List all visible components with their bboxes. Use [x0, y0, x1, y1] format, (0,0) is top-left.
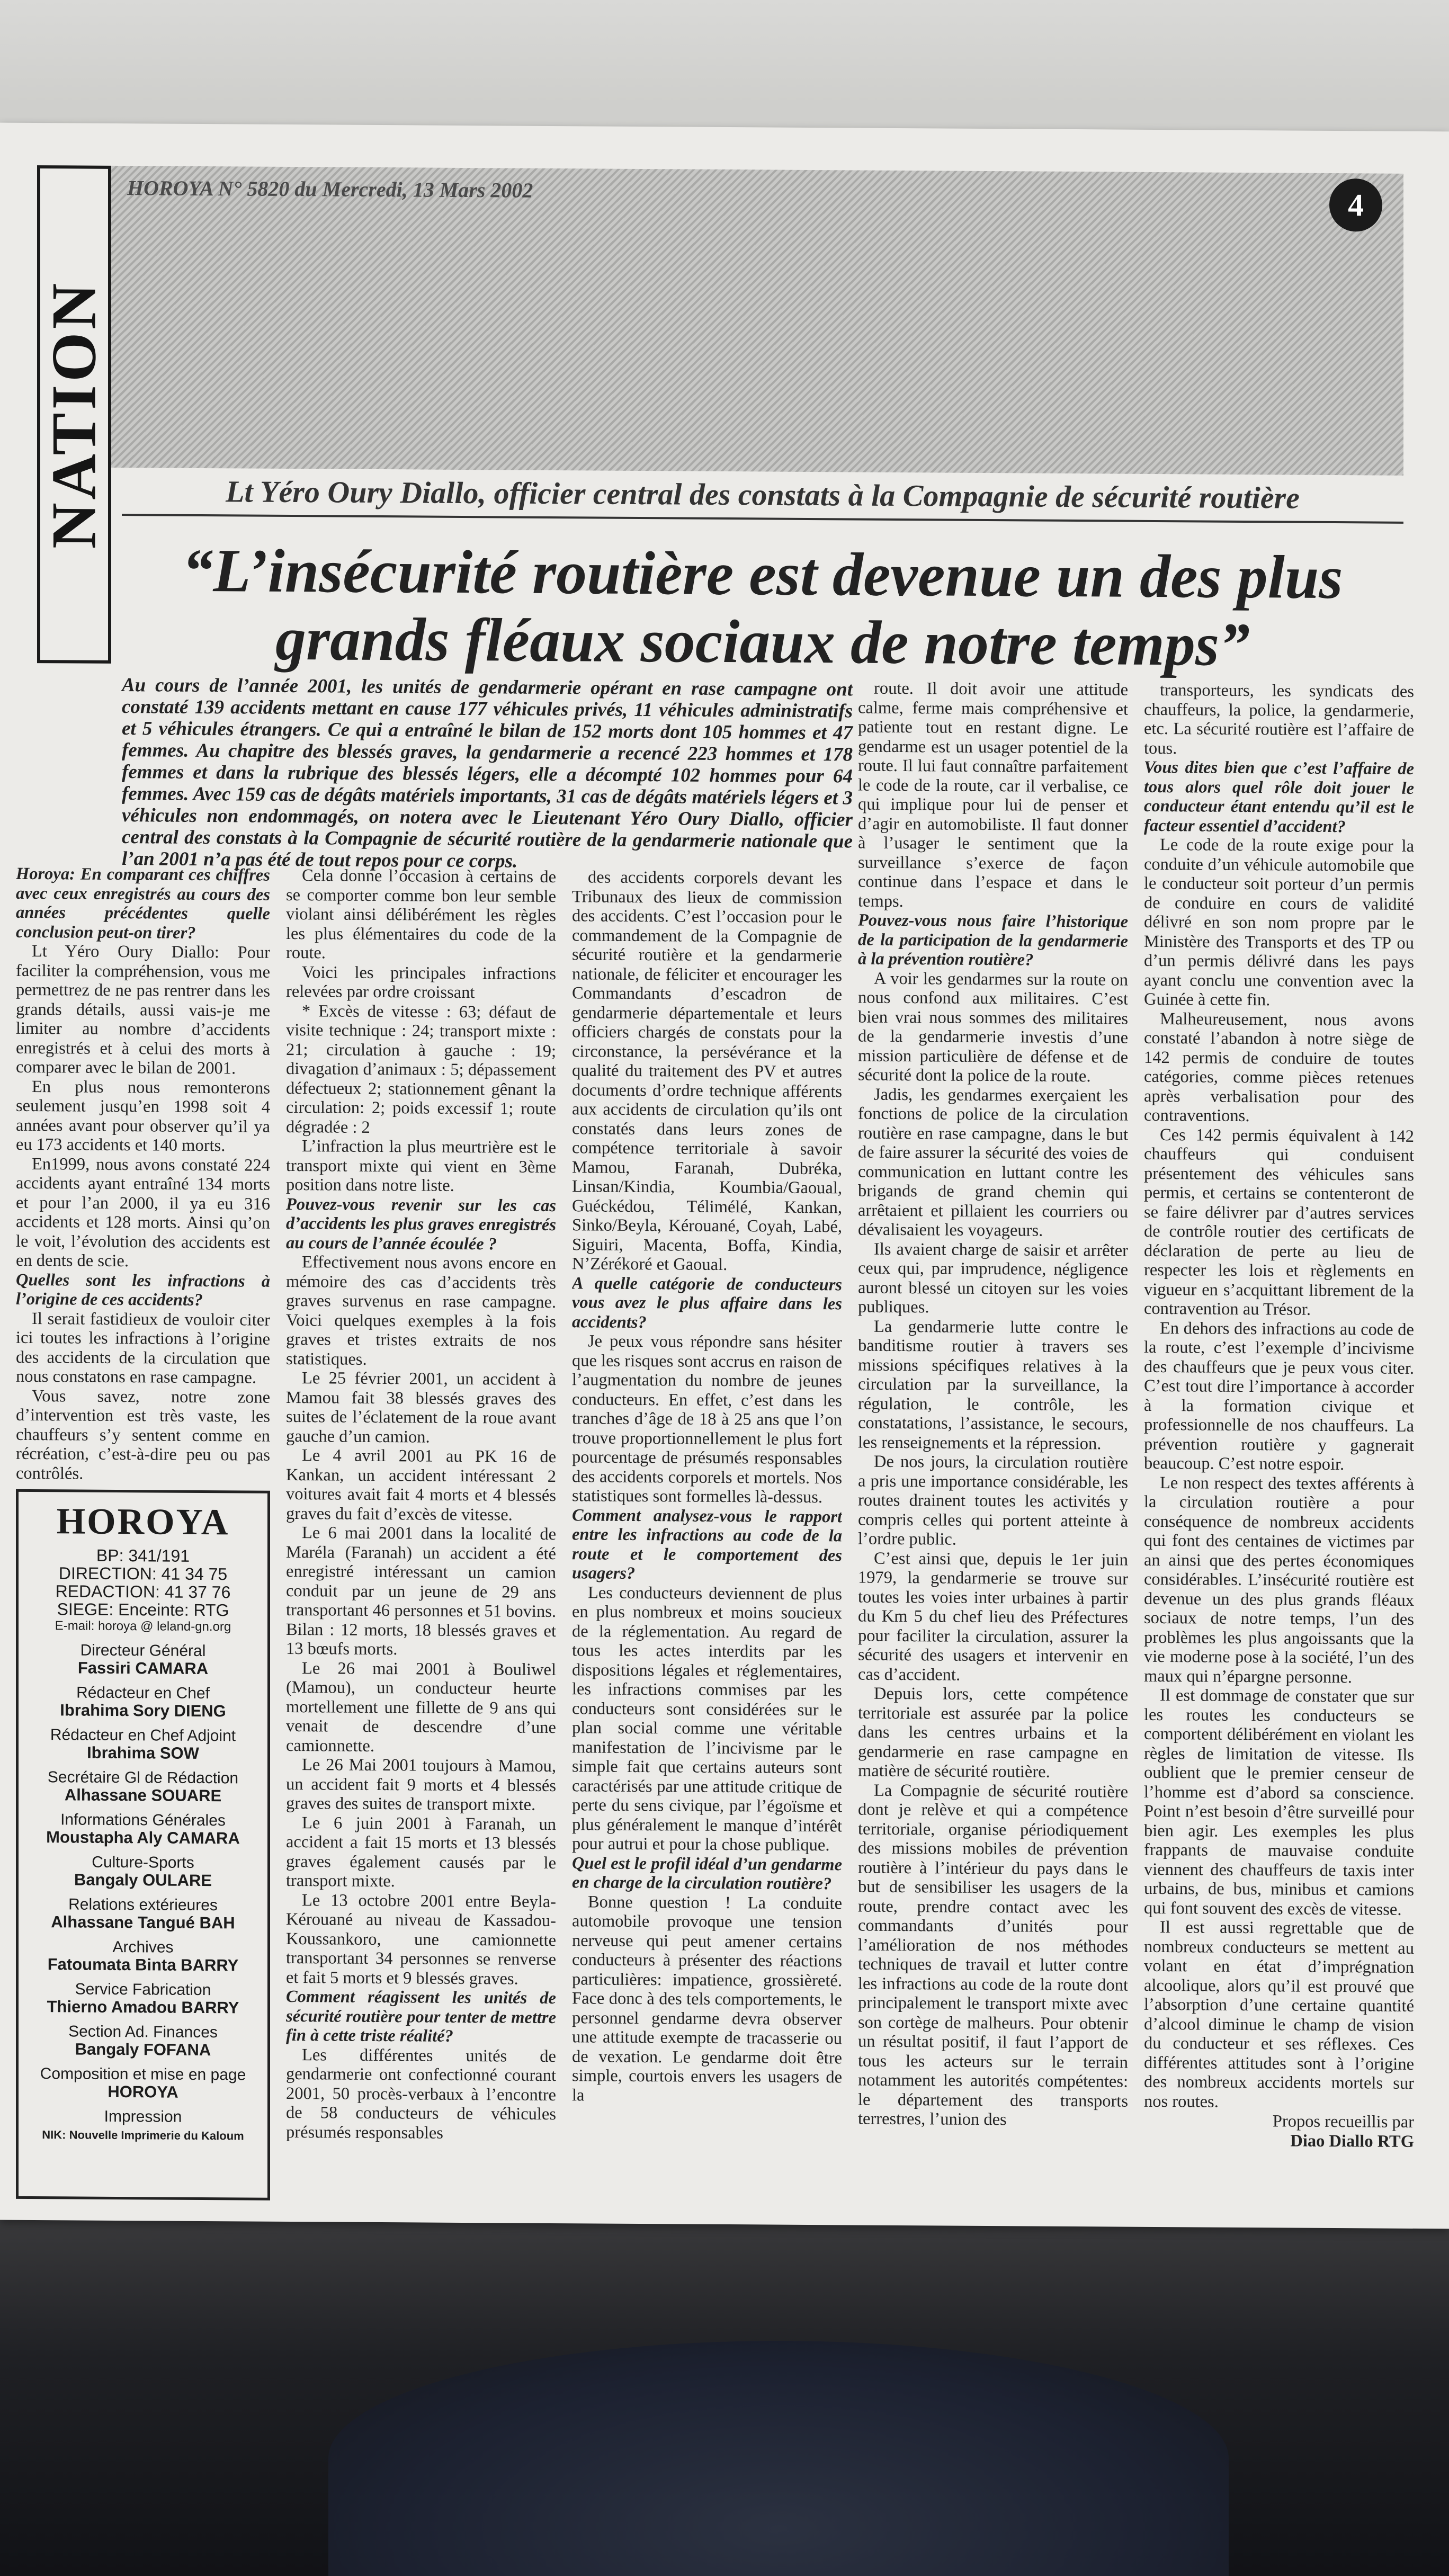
masthead-box-title: HOROYA	[56, 1501, 230, 1543]
answer-paragraph: Ces 142 permis équivalent à 142 chauffeurs qui conduisent présentement des véhicules sans permis, et certains se contenteront de se faire délivrer par d’autres services de contrôle routier des certificats de déclaration de perte au lieu de respecter les lois et règlements en vigueur en s’acquittant librement de la contravention au Trésor.	[1144, 1125, 1414, 1319]
answer-paragraph: Les différentes unités de gendarmerie ont confectionné courant 2001, 50 procès-verbaux à l’encontre de 58 conducteurs de véhicules présumés responsables	[286, 2045, 556, 2143]
question-paragraph: Quelles sont les infractions à l’origine de ces accidents?	[16, 1270, 270, 1310]
answer-paragraph: En plus nous remonterons seulement jusqu’en 1998 soit 4 années avant pour observer qu’il ya eu 173 accidents et 140 morts.	[16, 1077, 270, 1156]
staff-role: Rédacteur en Chef	[76, 1684, 210, 1703]
staff-name: Fassiri CAMARA	[77, 1658, 209, 1678]
staff-entry	[26, 1811, 260, 1847]
printer-line: NIK: Nouvelle Imprimerie du Kaloum	[42, 2128, 244, 2143]
email-line: E-mail: horoya @ leland-gn.org	[55, 1618, 231, 1634]
answer-paragraph: Le 13 octobre 2001 entre Beyla-Kérouané au niveau de Kassadou-Koussankoro, une camionnette transportant 34 personnes se renverse et fait 5 morts et 9 blessés graves.	[286, 1890, 556, 1989]
article-column-1	[16, 864, 270, 1486]
byline	[1144, 2111, 1414, 2151]
answer-paragraph: Depuis lors, cette compétence territoriale est assurée par la police dans les centres urbains et la gendarmerie en rase campagne en matière de sécurité routière.	[858, 1684, 1128, 1782]
answer-paragraph: Les conducteurs deviennent de plus en plus nombreux et moins soucieux de la réglementation. Au regard de tous les actes interdits par les dispositions légales et réglementaires, les infractions commises par les conducteurs sont considérées sur le plan social comme une véritable manifestation de l’incivisme par le simple fait que certains auteurs sont caractérisés par une attitude critique de perte du sens civique, par l’égoïsme et plus généralement le manque d’intérêt pour autrui et pour la chose publique.	[572, 1582, 842, 1855]
staff-role: Culture-Sports	[92, 1853, 194, 1872]
article-column-5	[1144, 681, 1414, 2207]
staff-name: Bangaly OULARE	[74, 1870, 212, 1890]
answer-paragraph: Malheureusement, nous avons constaté l’abandon à notre siège de 142 permis de conduire de toutes catégories, comme pièces retenues après verbalisation pour des contraventions.	[1144, 1009, 1414, 1126]
answer-paragraph: Effectivement nous avons encore en mémoire des cas d’accidents très graves survenus en rase campagne. Voici quelques exemples à la fois graves et tristes extraits de nos statistiques.	[286, 1253, 556, 1369]
staff-role: Informations Générales	[60, 1811, 226, 1830]
section-label: NATION	[39, 280, 109, 549]
answer-paragraph: Voici les principales infractions relevées par ordre croissant	[286, 962, 556, 1003]
staff-role: Section Ad. Finances	[68, 2023, 218, 2042]
answer-paragraph: Il est aussi regrettable que de nombreux conducteurs se mettent au volant en état d’imprégnation alcoolique, alors qu’il est prouvé que l’absorption d’une certaine quantité d’alcool diminue le champ de vision du conducteur et ses réflexes. Ces différentes attitudes sont à l’origine des nombreux accidents mortels sur nos routes.	[1144, 1918, 1414, 2112]
staff-entry	[26, 1853, 260, 1890]
fabric-background	[328, 2341, 1229, 2576]
contact-line-4: SIEGE: Enceinte: RTG	[57, 1599, 229, 1620]
question-paragraph: Pouvez-vous revenir sur les cas d’accidents les plus graves enregistrés au cours de l’année écoulée ?	[286, 1194, 556, 1254]
question-paragraph: A quelle catégorie de conducteurs vous avez le plus affaire dans les accidents?	[572, 1273, 842, 1332]
answer-paragraph: Le 26 mai 2001 à Bouliwel (Mamou), un conducteur heurte mortellement une fillette de 9 ans qui venait de descendre d’une camionnette.	[286, 1658, 556, 1756]
staff-name: Thierno Amadou BARRY	[47, 1997, 239, 2017]
staff-role: Service Fabrication	[75, 1980, 211, 1999]
staff-entry	[26, 1684, 260, 1720]
staff-role: Secrétaire Gl de Rédaction	[47, 1768, 239, 1787]
answer-paragraph: Le 26 Mai 2001 toujours à Mamou, un accident fait 9 morts et 4 blessés graves des suites de transport mixte.	[286, 1755, 556, 1814]
article-column-4	[858, 679, 1128, 2206]
staff-name: Moustapha Aly CAMARA	[46, 1828, 240, 1848]
staff-name: Ibrahima SOW	[87, 1743, 199, 1763]
answer-paragraph: La Compagnie de sécurité routière dont je relève et qui a compétence territoriale, organise périodiquement des missions mobiles de prévention routière à l’intérieur du pays dans le but de sensibiliser les usagers de la route, prendre contact avec les commandants d’unités pour l’amélioration de nos méthodes techniques de travail et lutter contre les infractions au code de la route dont principalement le transport mixte avec son cortège de malheurs. Pour obtenir un résultat positif, il faut l’apport de tous les acteurs sur le terrain notamment les autorités compétentes: le département des transports terrestres, l’union des	[858, 1781, 1128, 2130]
staff-entry	[26, 1641, 260, 1678]
answer-paragraph: Le 4 avril 2001 au PK 16 de Kankan, un accident intéressant 2 voitures avait fait 4 morts et 4 blessés graves du fait d’excès de vitesse.	[286, 1446, 556, 1525]
staff-entry	[26, 2065, 260, 2101]
staff-name: Ibrahima Sory DIENG	[60, 1701, 226, 1721]
staff-role: Rédacteur en Chef Adjoint	[50, 1726, 236, 1745]
answer-paragraph: De nos jours, la circulation routière a pris une importance considérable, les routes drainent toutes les activités y compris celles qui portent atteinte à l’ordre public.	[858, 1452, 1128, 1549]
answer-paragraph: transporteurs, les syndicats des chauffeurs, la police, la gendarmerie, etc. La sécurité routière est l’affaire de tous.	[1144, 681, 1414, 758]
answer-paragraph: Le code de la route exige pour la conduite d’un véhicule automobile que le conducteur soit porteur d’un permis de conduire en cours de validité délivré en son nom propre par le Ministère des Transports et des TP ou d’un permis délivré dans les pays ayant conclu une convention avec la Guinée à cette fin.	[1144, 835, 1414, 1010]
answer-paragraph: Vous savez, notre zone d’intervention est très vaste, les chauffeurs s’y sentent comme en récréation, c’est-à-dire peu ou pas contrôlés.	[16, 1386, 270, 1483]
issue-line: HOROYA N° 5820 du Mercredi, 13 Mars 2002	[127, 176, 533, 202]
staff-role: Composition et mise en page	[40, 2065, 246, 2084]
newspaper-page	[0, 123, 1449, 2229]
answer-paragraph: A voir les gendarmes sur la route on nous confond aux militaires. C’est bien vrai nous sommes des militaires de la gendarmerie investis d’une mission particulière de défense et de sécurité dont la police de la route.	[858, 969, 1128, 1086]
section-label-box	[37, 165, 111, 664]
contact-line-3: REDACTION: 41 37 76	[55, 1581, 231, 1602]
staff-name: Alhassane Tangué BAH	[51, 1912, 235, 1933]
staff-entry	[26, 1895, 260, 1932]
contact-line-2: DIRECTION: 41 34 75	[58, 1563, 228, 1584]
byline-name: Diao Diallo RTG	[1290, 2131, 1414, 2151]
article-column-2	[286, 866, 556, 2202]
answer-paragraph: route. Il doit avoir une attitude calme, ferme mais compréhensive et patiente tout en restant digne. Le gendarme est un usager potentiel de la route. Il lui faut connaître parfaitement le code de la route, car il verbalise, ce qui implique pour lui de penser et d’agir en automobiliste. Il faut donner à l’usager le sentiment que la surveillance s’exerce de façon continue dans l’espace et dans le temps.	[858, 678, 1128, 911]
staff-entry	[26, 1726, 260, 1763]
byline-prefix: Propos recueillis par	[1272, 2112, 1414, 2132]
answer-paragraph: des accidents corporels devant les Tribunaux des lieux de commission des accidents. C’est l’occasion pour le commandement de la Compagnie de sécurité routière et la gendarmerie nationale, de féliciter et encourager les Commandants d’escadron de gendarmerie départementale et leurs officiers chargés de constats pour la circonstance, la persévérance et la qualité du traitement des PV et autres documents d’ordre technique afférents aux accidents de circulation qu’ils ont constatés dans leurs zones de compétence territoriale à savoir Mamou, Faranah, Dubréka, Linsan/Kindia, Koumbia/Gaoual, Guéckédou, Télimélé, Kankan, Sinko/Beyla, Kérouané, Coyah, Labé, Siguiri, Macenta, Boffa, Kindia, N’Zérékoré et Gaoual.	[572, 867, 842, 1275]
staff-entry	[26, 1938, 260, 1974]
answer-paragraph: L’infraction la plus meurtrière est le transport mixte qui vient en 3ème position dans notre liste.	[286, 1137, 556, 1195]
question-paragraph: Pouvez-vous nous faire l’historique de la participation de la gendarmerie à la prévention routière?	[858, 910, 1128, 970]
impression-label: Impression	[104, 2107, 182, 2126]
answer-paragraph: Le 6 juin 2001 à Faranah, un accident a fait 15 morts et 13 blessés graves également causés par le transport mixte.	[286, 1813, 556, 1891]
staff-role: Archives	[112, 1938, 174, 1956]
staff-entry	[26, 2023, 260, 2059]
answer-paragraph: Cela donne l’occasion à certains de se comporter comme bon leur semble violant ainsi délibérément les règles les plus élémentaires du code de la route.	[286, 866, 556, 963]
question-paragraph: Comment analysez-vous le rapport entre les infractions au code de la route et le comportement des usagers?	[572, 1505, 842, 1583]
answer-paragraph: * Excès de vitesse : 63; défaut de visite technique : 24; transport mixte : 21; circulation à gauche : 19; divagation d’animaux : 5; dépassement défectueux 2; stationnement gênant la circulation: 2; poids excessif 1; route dégradée : 2	[286, 1001, 556, 1137]
contact-line-1: BP: 341/191	[96, 1545, 190, 1566]
answer-paragraph: Il serait fastidieux de vouloir citer ici toutes les infractions à l’origine des accidents de la circulation que nous constatons en rase campagne.	[16, 1309, 270, 1388]
answer-paragraph: Je peux vous répondre sans hésiter que les risques sont accrus en raison de l’augmentation du nombre de jeunes conducteurs. En effet, c’est dans les tranches d’âge de 18 à 25 ans que l’on trouve proportionnellement le plus fort pourcentage de présumés responsables des accidents corporels et mortels. Nos statistiques sont formelles là-dessus.	[572, 1331, 842, 1507]
masthead-band	[111, 166, 1403, 476]
page-number: 4	[1329, 178, 1382, 232]
staff-name: Bangaly FOFANA	[75, 2040, 211, 2060]
answer-paragraph: En1999, nous avons constaté 224 accidents ayant entraîné 134 morts et pour l’an 2000, il ya eu 316 accidents et 128 morts. Ainsi qu’on le voit, l’évolution des accidents est en dents de scie.	[16, 1154, 270, 1271]
staff-role: Relations extérieures	[68, 1895, 218, 1915]
staff-role: Directeur Général	[80, 1641, 206, 1660]
article-column-3	[572, 867, 842, 2204]
answer-paragraph: C’est ainsi que, depuis le 1er juin 1979, la gendarmerie se trouve sur toutes les voies inter urbaines à partir du Km 5 du chef lieu des Préfectures pour faciliter la circulation, assurer la sécurité des usagers et intervenir en cas d’accident.	[858, 1549, 1128, 1685]
answer-paragraph: Le 25 février 2001, un accident à Mamou fait 38 blessés graves des suites de l’éclatement de la roue avant gauche d’un camion.	[286, 1368, 556, 1447]
question-paragraph: Vous dites bien que c’est l’affaire de tous alors quel rôle doit jouer le conducteur étant entendu qu’il est le facteur essentiel d’accident?	[1144, 757, 1414, 836]
staff-name: Fatoumata Binta BARRY	[47, 1955, 239, 1975]
question-paragraph: Comment réagissent les unités de sécurité routière pour tenter de mettre fin à cette triste réalité?	[286, 1987, 556, 2046]
answer-paragraph: Le non respect des textes afférents à la circulation routière a pour conséquence de nombreux accidents qui font des centaines de victimes par an ainsi que des pertes économiques considérables. L’insécurité routière est devenue un des plus grands fléaux sociaux de notre temps, l’un des problèmes les plus angoissants que la vie moderne pose à la société, l’un des maux qui n’épargne personne.	[1144, 1473, 1414, 1687]
answer-paragraph: Lt Yéro Oury Diallo: Pour faciliter la compréhension, vous me permettrez de ne pas rentrer dans les grands détails, aussi vais-je me limiter au nombre d’accidents enregistrés et à celui des morts à comparer avec le bilan de 2001.	[16, 942, 270, 1078]
answer-paragraph: Ils avaient charge de saisir et arrêter ceux qui, par imprudence, négligence auront blessé un citoyen sur les voies publiques.	[858, 1239, 1128, 1317]
question-paragraph: Quel est le profil idéal d’un gendarme en charge de la circulation routière?	[572, 1853, 842, 1894]
answer-paragraph: Le 6 mai 2001 dans la localité de Maréla (Faranah) un accident a été enregistré intéressant un camion conduit par un jeune de 29 ans transportant 46 personnes et 51 bovins. Bilan : 12 morts, 18 blessés graves et 13 bœufs morts.	[286, 1523, 556, 1659]
staff-list	[26, 1641, 260, 2101]
answer-paragraph: En dehors des infractions au code de la route, c’est l’exemple d’incivisme des chauffeurs que je peux vous citer. C’est tout dire l’importance à accorder à la formation civique et professionnelle de nos chauffeurs. La prévention routière y gagnerait beaucoup. C’est notre espoir.	[1144, 1318, 1414, 1474]
question-paragraph: Horoya: En comparant ces chiffres avec ceux enregistrés au cours des années précédentes quelle conclusion peut-on tirer?	[16, 864, 270, 943]
article-lead: Au cours de l’année 2001, les unités de gendarmerie opérant en rase campagne ont constaté 139 accidents mettant en cause 177 véhicules privés, 11 véhicules administratifs et 5 véhicules étrangers. Ce qui a entraîné le bilan de 152 morts dont 105 hommes et 47 femmes. Au chapitre des blessés graves, la gendarmerie a recencé 223 hommes et 178 femmes et dans la rubrique des blessés légers, elle a décompté 102 hommes pour 64 femmes. Avec 159 cas de dégâts matériels importants, 31 cas de dégâts matériels légers et 3 véhicules non endommagés, on notera avec le Lieutenant Yéro Oury Diallo, officier central des constats à la Compagnie de sécurité routière de la gendarmerie nationale que l’an 2001 n’a pas été de tout repos pour ce corps.	[122, 674, 853, 872]
staff-name: HOROYA	[108, 2082, 178, 2101]
staff-entry	[26, 1768, 260, 1805]
answer-paragraph: Il est dommage de constater que sur les routes les conducteurs se comportent délibérément en violant les règles de limitation de vitesse. Ils oublient que le premier censeur de l’homme est d’abord sa conscience. Point n’est besoin d’être surveillé pour bien agir. Les exemples les plus frappants de mauvaise conduite viennent des chauffeurs de taxis inter urbains, de bus, minibus et camions qui font souvent des excès de vitesse.	[1144, 1686, 1414, 1919]
answer-paragraph: Jadis, les gendarmes exerçaient les fonctions de police de la circulation routière en rase campagne, dans le but de faire assurer la sécurité des voies de communication en luttant contre les brigands de grand chemin qui arrêtaient et pillaient les courriers ou dévalisaient les voyageurs.	[858, 1085, 1128, 1240]
answer-paragraph: Bonne question ! La conduite automobile provoque une tension nerveuse qui peut amener certains conducteurs à présenter des réactions particulières: impatience, grossièreté. Face donc à des tels comportements, le personnel gendarme devra observer une attitude exempte de tracasserie ou de vexation. Le gendarme doit être simple, courtois envers les usagers de la	[572, 1892, 842, 2105]
masthead-info-box	[16, 1489, 270, 2201]
staff-entry	[26, 1980, 260, 2017]
article-kicker: Lt Yéro Oury Diallo, officier central des constats à la Compagnie de sécurité routière	[122, 473, 1403, 524]
article-headline: “L’insécurité routière est devenue un des plus grands fléaux sociaux de notre temps”	[182, 536, 1343, 679]
staff-name: Alhassane SOUARE	[64, 1785, 222, 1805]
answer-paragraph: La gendarmerie lutte contre le banditisme routier à travers ses missions spécifiques relatives à la circulation par la surveillance, la régulation, le contrôle, les constatations, l’assistance, le secours, les renseignements et la répression.	[858, 1317, 1128, 1453]
